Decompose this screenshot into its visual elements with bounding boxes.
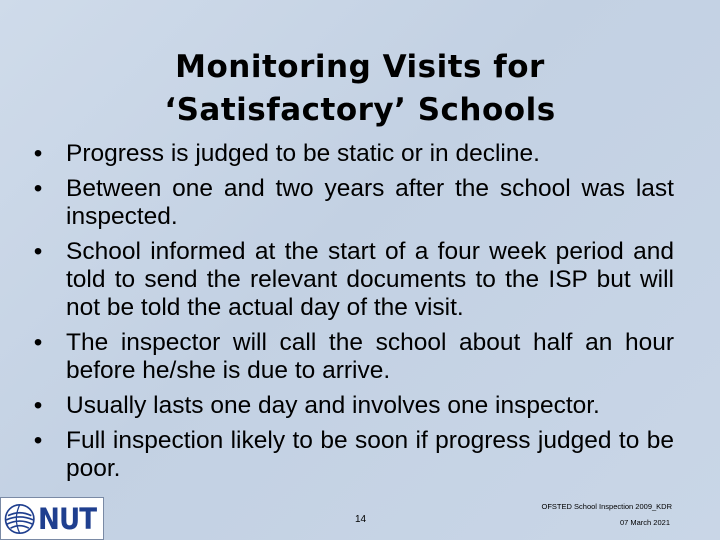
logo-text: NUT (38, 501, 97, 536)
bullet-item (28, 392, 674, 420)
bullet-text: Usually lasts one day and involves one inspector. (66, 392, 600, 419)
bullet-text: Between one and two years after the school was last inspected. (66, 175, 674, 230)
bullet-item (28, 238, 674, 322)
nut-logo (0, 497, 104, 540)
bullet-icon: • (33, 329, 43, 356)
bullet-icon: • (33, 427, 43, 454)
footer-reference: OFSTED School Inspection 2009_KDR (541, 502, 672, 511)
bullet-item (28, 140, 674, 168)
globe-emblem-icon (3, 499, 36, 539)
bullet-item (28, 175, 674, 231)
bullet-text: Full inspection likely to be soon if progress judged to be poor. (66, 427, 674, 482)
bullet-icon: • (33, 392, 43, 419)
bullet-icon: • (33, 175, 43, 202)
bullet-text: The inspector will call the school about half an hour before he/she is due to arrive. (66, 329, 674, 384)
slide-title (60, 46, 660, 132)
title-line-2: ‘Satisfactory’ Schools (164, 92, 556, 128)
bullet-text: Progress is judged to be static or in decline. (66, 140, 540, 167)
bullet-item (28, 329, 674, 385)
footer-date: 07 March 2021 (619, 518, 670, 527)
bullet-list (28, 140, 674, 483)
bullet-text: School informed at the start of a four week period and told to send the relevant documents to the ISP but will not be told the actual day of the visit. (66, 238, 674, 321)
title-line-1: Monitoring Visits for (175, 49, 545, 85)
bullet-icon: • (33, 238, 43, 265)
bullet-icon: • (33, 140, 43, 167)
bullet-item (28, 427, 674, 483)
page-number: 14 (355, 514, 367, 525)
